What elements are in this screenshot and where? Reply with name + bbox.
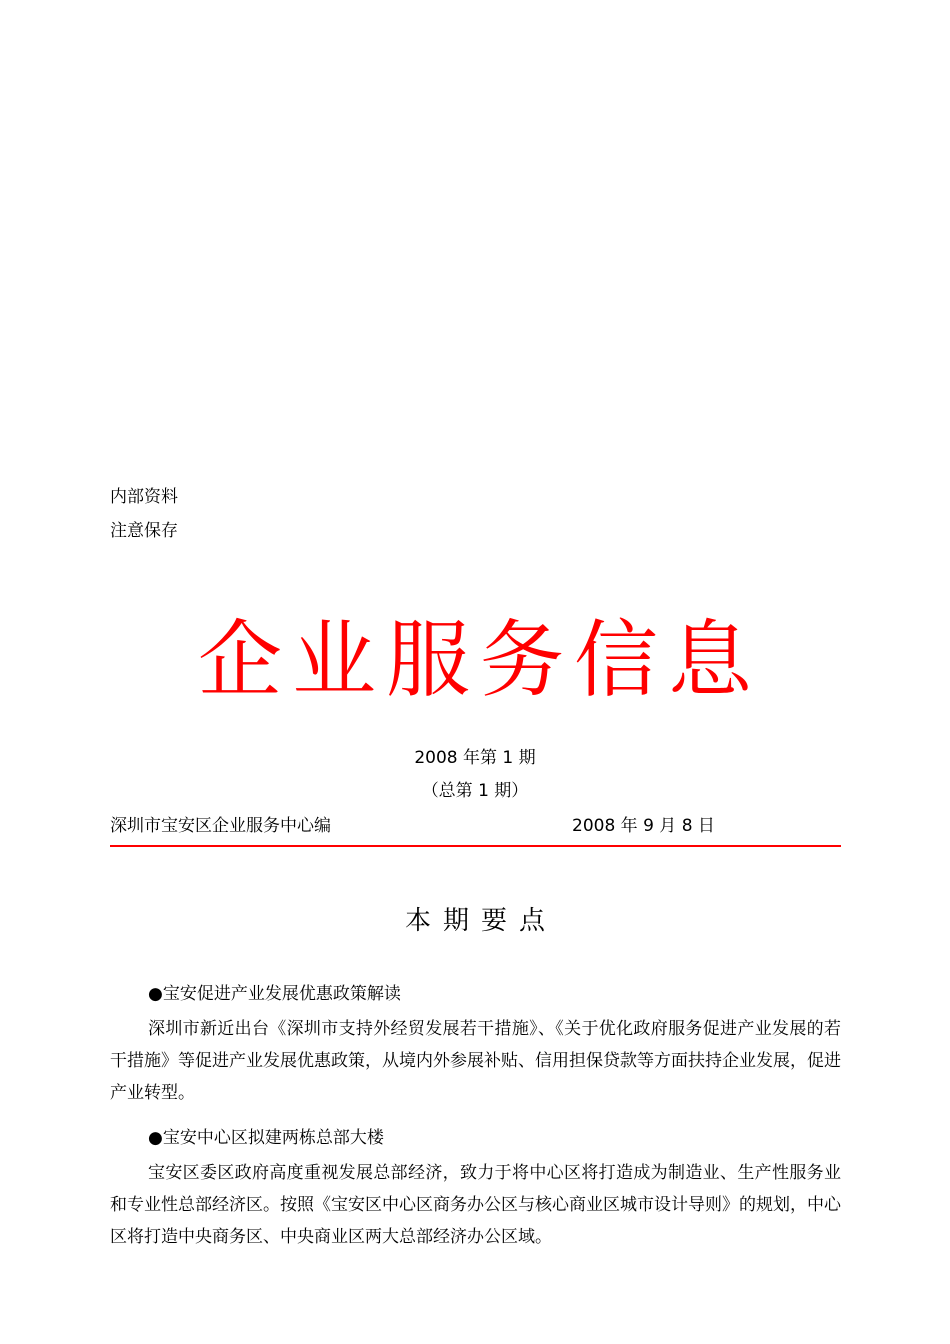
issue-total-number: （总第 1 期） [421,781,529,801]
highlight-item-body: 宝安区委区政府高度重视发展总部经济，致力于将中心区将打造成为制造业、生产性服务业和专业性总部经济区。按照《宝安区中心区商务办公区与核心商业区城市设计导则》的规划，中心区将打造中央商务区、中央商业区两大总部经济办公区域。 [110,1163,841,1247]
internal-material-label: 内部资料 [110,487,178,507]
highlight-item-title: ●宝安中心区拟建两栋总部大楼 [148,1128,384,1148]
section-heading: 本期要点 [404,906,557,936]
keep-notice-label: 注意保存 [110,521,178,541]
header-divider [110,845,841,847]
highlight-item-title: ●宝安促进产业发展优惠政策解读 [148,984,401,1004]
issue-number: 2008 年第 1 期 [414,748,536,768]
publication-title: 企业服务信息 [197,611,762,709]
highlight-item-body: 深圳市新近出台《深圳市支持外经贸发展若干措施》、《关于优化政府服务促进产业发展的若干措施》等促进产业发展优惠政策，从境内外参展补贴、信用担保贷款等方面扶持企业发展，促进产业转型。 [110,1019,841,1103]
publisher-line: 深圳市宝安区企业服务中心编 [110,816,331,836]
publication-date: 2008 年 9 月 8 日 [572,816,715,836]
